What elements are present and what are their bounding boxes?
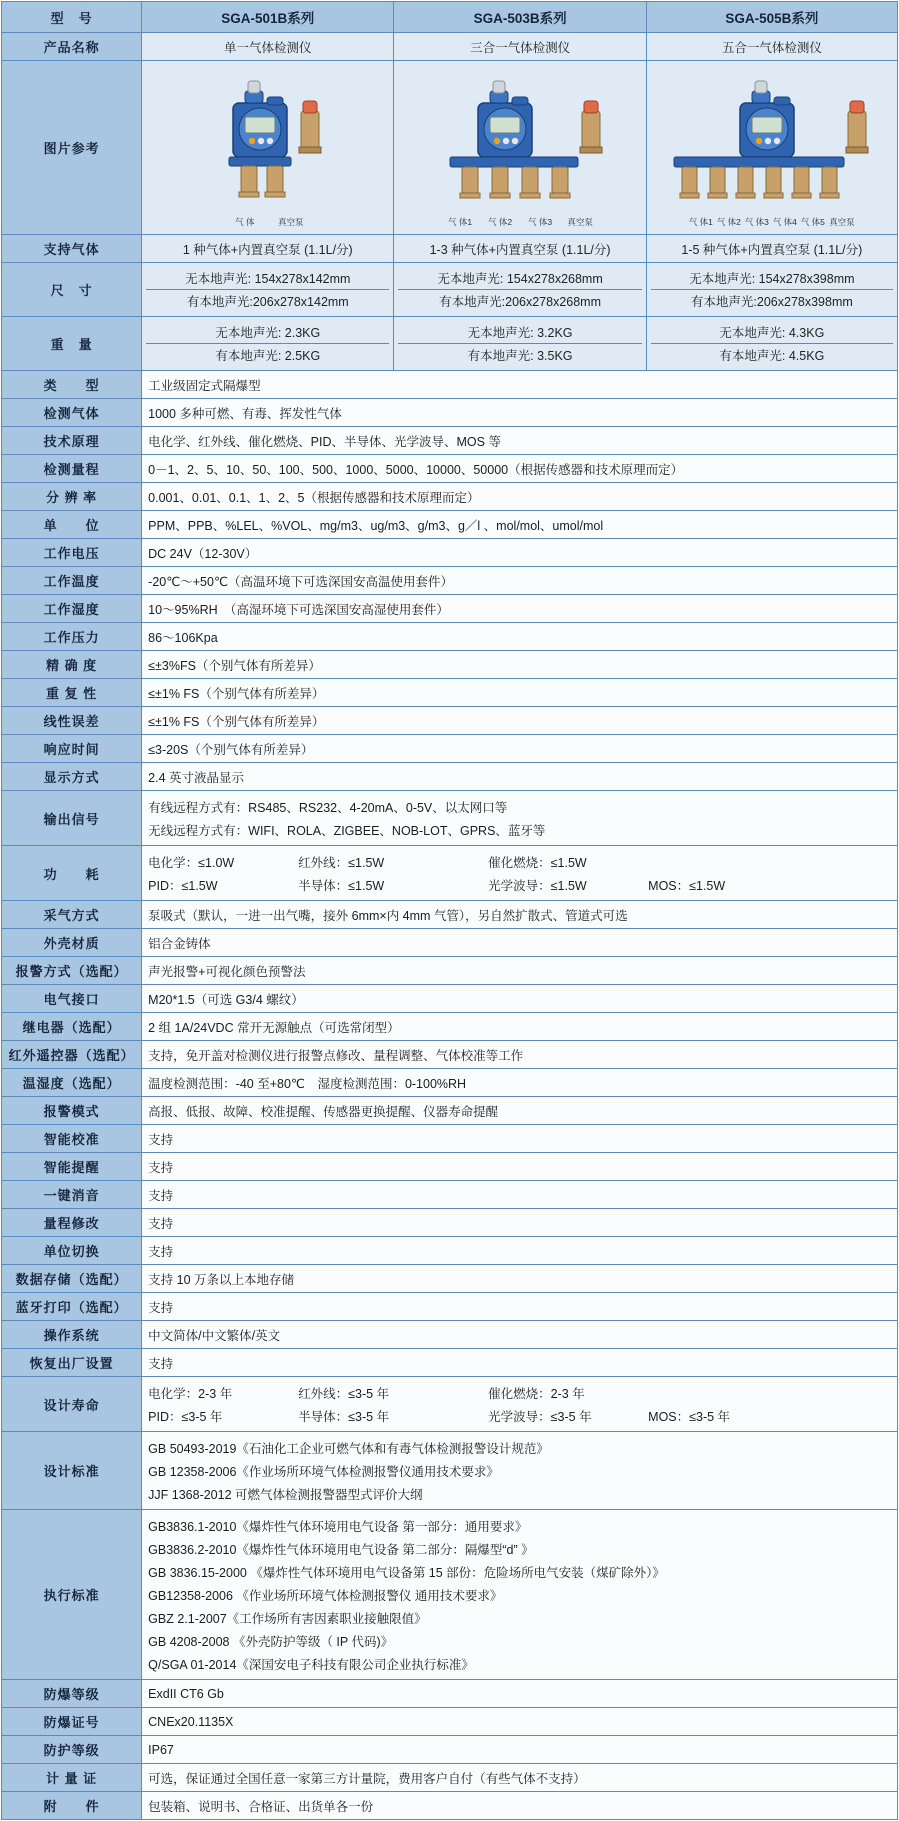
row-label-alarm-mode-option: 报警方式（选配） — [2, 957, 142, 985]
row-value-accessories: 包装箱、说明书、合格证、出货单各一份 — [142, 1792, 898, 1820]
table-row-product-name — [2, 33, 898, 61]
power-key: 半导体： — [298, 878, 349, 893]
size-value: 有本地声光:206x278x398mm — [651, 289, 893, 312]
table-row-smart-reminder — [2, 1153, 898, 1181]
table-row-detect-gas — [2, 399, 898, 427]
table-row-weight — [2, 317, 898, 371]
table-row-work-pressure — [2, 623, 898, 651]
table-row-range — [2, 455, 898, 483]
table-row-relay — [2, 1013, 898, 1041]
exec-standard-line: GB 3836.15-2000 《爆炸性气体环境用电气设备第 15 部份：危险场所电气安装（煤矿除外）》 — [148, 1565, 665, 1580]
weight-3 — [646, 317, 897, 371]
design-life-item — [488, 1404, 648, 1427]
table-row-tech-principle — [2, 427, 898, 455]
device-illustration-single — [193, 67, 343, 228]
design-life-key: 红外线： — [298, 1386, 349, 1401]
power-key: 红外线： — [298, 855, 349, 870]
row-value-design-life — [142, 1377, 898, 1432]
model-1: SGA-501B系列 — [142, 2, 394, 33]
row-value-range-edit: 支持 — [142, 1209, 898, 1237]
row-label-power: 功 耗 — [2, 846, 142, 901]
row-value-linearity: ≤±1% FS（个别气体有所差异） — [142, 707, 898, 735]
table-row-sampling — [2, 901, 898, 929]
port-label: 真空泵 — [567, 217, 593, 227]
power-value: ≤1.0W — [198, 855, 235, 870]
device-illustration-five — [652, 67, 892, 228]
design-life-item — [298, 1381, 488, 1404]
row-label-range: 检测量程 — [2, 455, 142, 483]
port-label: 真空泵 — [278, 217, 304, 227]
power-item — [298, 873, 488, 896]
port-label: 气 体3 — [528, 217, 553, 227]
port-label: 气 体4 — [772, 217, 797, 227]
row-label-accuracy: 精 确 度 — [2, 651, 142, 679]
table-row-power — [2, 846, 898, 901]
row-value-unit-switch: 支持 — [142, 1237, 898, 1265]
design-standard-line: JJF 1368-2012 可燃气体检测报警器型式评价大纲 — [148, 1487, 423, 1502]
device-image-2 — [394, 61, 646, 235]
row-value-ip-rating: IP67 — [142, 1736, 898, 1764]
row-value-work-humidity: 10～95%RH （高湿环境下可选深国安高湿使用套件） — [142, 595, 898, 623]
weight-value: 有本地声光: 2.5KG — [146, 343, 389, 366]
table-row-accessories — [2, 1792, 898, 1820]
row-label-linearity: 线性误差 — [2, 707, 142, 735]
row-label-ex-rating: 防爆等级 — [2, 1680, 142, 1708]
table-row-work-temp — [2, 567, 898, 595]
table-row-electrical-interface — [2, 985, 898, 1013]
row-label-size: 尺 寸 — [2, 263, 142, 317]
table-row-ex-cert-no — [2, 1708, 898, 1736]
table-row-resolution — [2, 483, 898, 511]
design-life-value: ≤3-5 年 — [348, 1386, 390, 1401]
table-row-housing — [2, 929, 898, 957]
row-label-bluetooth-print: 蓝牙打印（选配） — [2, 1293, 142, 1321]
row-value-relay: 2 组 1A/24VDC 常开无源触点（可选常闭型） — [142, 1013, 898, 1041]
table-row-range-edit — [2, 1209, 898, 1237]
device-image-1 — [142, 61, 394, 235]
row-value-tech-principle: 电化学、红外线、催化燃烧、PID、半导体、光学波导、MOS 等 — [142, 427, 898, 455]
row-label-detect-gas: 检测气体 — [2, 399, 142, 427]
row-value-smart-calibration: 支持 — [142, 1125, 898, 1153]
row-value-data-storage: 支持 10 万条以上本地存储 — [142, 1265, 898, 1293]
weight-2 — [394, 317, 646, 371]
support-gas-3: 1-5 种气体+内置真空泵 (1.1L/分) — [646, 235, 897, 263]
power-value: ≤1.5W — [550, 855, 587, 870]
table-row-data-storage — [2, 1265, 898, 1293]
row-label-model: 型 号 — [2, 2, 142, 33]
table-row-design-life — [2, 1377, 898, 1432]
row-label-output-signal: 输出信号 — [2, 791, 142, 846]
table-row-alarm-modes — [2, 1097, 898, 1125]
port-label: 气 体3 — [744, 217, 769, 227]
row-value-bluetooth-print: 支持 — [142, 1293, 898, 1321]
output-signal-line: 有线远程方式有：RS485、RS232、4-20mA、0-5V、以太网口等 — [148, 800, 508, 815]
power-item — [148, 850, 298, 873]
design-life-item — [648, 1404, 730, 1427]
table-row-image-reference — [2, 61, 898, 235]
product-name-3: 五合一气体检测仪 — [646, 33, 897, 61]
design-life-line-1 — [148, 1381, 891, 1404]
size-value: 有本地声光:206x278x268mm — [398, 289, 641, 312]
row-value-response-time: ≤3-20S（个别气体有所差异） — [142, 735, 898, 763]
exec-standard-line: GB3836.1-2010《爆炸性气体环境用电气设备 第一部分：通用要求》 — [148, 1519, 528, 1534]
specification-table — [1, 1, 898, 1820]
table-row-design-standard — [2, 1432, 898, 1510]
port-label: 气 体1 — [448, 217, 473, 227]
size-3 — [646, 263, 897, 317]
row-label-accessories: 附 件 — [2, 1792, 142, 1820]
power-line-2 — [148, 873, 891, 896]
table-row-smart-calibration — [2, 1125, 898, 1153]
row-label-repeatability: 重 复 性 — [2, 679, 142, 707]
row-value-repeatability: ≤±1% FS（个别气体有所差异） — [142, 679, 898, 707]
row-label-unit-switch: 单位切换 — [2, 1237, 142, 1265]
row-label-voltage: 工作电压 — [2, 539, 142, 567]
port-labels-2 — [410, 218, 630, 228]
table-row-metrology-cert — [2, 1764, 898, 1792]
row-value-accuracy: ≤±3%FS（个别气体有所差异） — [142, 651, 898, 679]
design-life-value: 2-3 年 — [550, 1386, 585, 1401]
row-value-os: 中文简体/中文繁体/英文 — [142, 1321, 898, 1349]
power-value: ≤1.5W — [348, 878, 385, 893]
table-row-unit-switch — [2, 1237, 898, 1265]
weight-1 — [142, 317, 394, 371]
table-row-response-time — [2, 735, 898, 763]
size-value: 无本地声光: 154x278x142mm — [185, 272, 351, 286]
power-value: ≤1.5W — [550, 878, 587, 893]
support-gas-2: 1-3 种气体+内置真空泵 (1.1L/分) — [394, 235, 646, 263]
table-row-exec-standard — [2, 1510, 898, 1680]
row-label-display: 显示方式 — [2, 763, 142, 791]
row-value-one-key-mute: 支持 — [142, 1181, 898, 1209]
port-labels-1 — [193, 218, 343, 228]
row-value-work-pressure: 86～106Kpa — [142, 623, 898, 651]
table-row-type — [2, 371, 898, 399]
model-3: SGA-505B系列 — [646, 2, 897, 33]
exec-standard-line: GBZ 2.1-2007《工作场所有害因素职业接触限值》 — [148, 1611, 427, 1626]
row-value-work-temp: -20℃～+50℃（高温环境下可选深国安高温使用套件） — [142, 567, 898, 595]
table-row-model — [2, 2, 898, 33]
exec-standard-line: GB 4208-2008 《外壳防护等级（ IP 代码)》 — [148, 1634, 394, 1649]
port-labels-3 — [652, 218, 892, 228]
row-label-work-pressure: 工作压力 — [2, 623, 142, 651]
design-life-value: ≤3-5 年 — [550, 1409, 592, 1424]
row-value-factory-reset: 支持 — [142, 1349, 898, 1377]
design-life-key: PID： — [148, 1409, 182, 1424]
row-value-output-signal — [142, 791, 898, 846]
table-row-accuracy — [2, 651, 898, 679]
row-label-type: 类 型 — [2, 371, 142, 399]
table-row-voltage — [2, 539, 898, 567]
table-row-os — [2, 1321, 898, 1349]
spec-sheet — [0, 1, 899, 1820]
power-key: 电化学： — [148, 855, 199, 870]
size-value: 有本地声光:206x278x142mm — [146, 289, 389, 312]
row-value-sampling: 泵吸式（默认，一进一出气嘴，接外 6mm×内 4mm 气管），另自然扩散式、管道式可选 — [142, 901, 898, 929]
table-row-support-gas — [2, 235, 898, 263]
design-life-value: ≤3-5 年 — [181, 1409, 223, 1424]
design-life-item — [488, 1381, 585, 1404]
row-label-design-standard: 设计标准 — [2, 1432, 142, 1510]
row-label-weight: 重 量 — [2, 317, 142, 371]
row-value-detect-gas: 1000 多种可燃、有毒、挥发性气体 — [142, 399, 898, 427]
row-label-resolution: 分 辨 率 — [2, 483, 142, 511]
row-value-voltage: DC 24V（12-30V） — [142, 539, 898, 567]
row-value-temp-humidity: 温度检测范围：-40 至+80℃ 湿度检测范围：0-100%RH — [142, 1069, 898, 1097]
design-life-item — [298, 1404, 488, 1427]
row-label-response-time: 响应时间 — [2, 735, 142, 763]
row-label-smart-calibration: 智能校准 — [2, 1125, 142, 1153]
product-name-1: 单一气体检测仪 — [142, 33, 394, 61]
design-life-key: 催化燃烧： — [488, 1386, 551, 1401]
row-label-support-gas: 支持气体 — [2, 235, 142, 263]
size-2 — [394, 263, 646, 317]
device-image-3 — [646, 61, 897, 235]
port-label: 气 体 — [235, 217, 255, 227]
exec-standard-line: GB12358-2006 《作业场所环境气体检测报警仪 通用技术要求》 — [148, 1588, 503, 1603]
output-signal-line: 无线远程方式有：WIFI、ROLA、ZIGBEE、NOB-LOT、GPRS、蓝牙等 — [148, 823, 546, 838]
power-item — [648, 873, 725, 896]
row-value-smart-reminder: 支持 — [142, 1153, 898, 1181]
design-life-key: 半导体： — [298, 1409, 349, 1424]
table-row-ex-rating — [2, 1680, 898, 1708]
row-label-product-name: 产品名称 — [2, 33, 142, 61]
row-label-ex-cert-no: 防爆证号 — [2, 1708, 142, 1736]
port-label: 气 体1 — [688, 217, 713, 227]
exec-standard-line: GB3836.2-2010《爆炸性气体环境用电气设备 第二部分：隔爆型“d” 》 — [148, 1542, 534, 1557]
size-value: 无本地声光: 154x278x398mm — [689, 272, 855, 286]
table-row-size — [2, 263, 898, 317]
power-key: 催化燃烧： — [488, 855, 551, 870]
table-row-temp-humidity — [2, 1069, 898, 1097]
row-label-exec-standard: 执行标准 — [2, 1510, 142, 1680]
exec-standard-line: Q/SGA 01-2014《深国安电子科技有限公司企业执行标准》 — [148, 1657, 474, 1672]
row-label-unit: 单 位 — [2, 511, 142, 539]
table-row-output-signal — [2, 791, 898, 846]
design-life-item — [148, 1381, 298, 1404]
design-life-item — [148, 1404, 298, 1427]
weight-value: 无本地声光: 3.2KG — [467, 326, 573, 340]
power-item — [148, 873, 298, 896]
design-life-line-2 — [148, 1404, 891, 1427]
row-value-electrical-interface: M20*1.5（可选 G3/4 螺纹） — [142, 985, 898, 1013]
row-label-smart-reminder: 智能提醒 — [2, 1153, 142, 1181]
row-value-design-standard — [142, 1432, 898, 1510]
row-value-resolution: 0.001、0.01、0.1、1、2、5（根据传感器和技术原理而定） — [142, 483, 898, 511]
row-label-tech-principle: 技术原理 — [2, 427, 142, 455]
power-value: ≤1.5W — [181, 878, 218, 893]
model-2: SGA-503B系列 — [394, 2, 646, 33]
table-row-ip-rating — [2, 1736, 898, 1764]
power-item — [298, 850, 488, 873]
row-value-ex-rating: ExdII CT6 Gb — [142, 1680, 898, 1708]
row-label-image-reference: 图片参考 — [2, 61, 142, 235]
design-standard-line: GB 50493-2019《石油化工企业可燃气体和有毒气体检测报警设计规范》 — [148, 1441, 549, 1456]
support-gas-1: 1 种气体+内置真空泵 (1.1L/分) — [142, 235, 394, 263]
row-value-alarm-mode-option: 声光报警+可视化颜色预警法 — [142, 957, 898, 985]
row-label-ip-rating: 防护等级 — [2, 1736, 142, 1764]
power-key: MOS： — [648, 878, 690, 893]
design-life-key: 电化学： — [148, 1386, 199, 1401]
row-value-ir-remote: 支持，免开盖对检测仪进行报警点修改、量程调整、气体校准等工作 — [142, 1041, 898, 1069]
row-label-work-humidity: 工作湿度 — [2, 595, 142, 623]
table-row-work-humidity — [2, 595, 898, 623]
power-item — [488, 873, 648, 896]
table-row-unit — [2, 511, 898, 539]
port-label: 气 体2 — [488, 217, 513, 227]
row-value-alarm-modes: 高报、低报、故障、校准提醒、传感器更换提醒、仪器寿命提醒 — [142, 1097, 898, 1125]
row-label-sampling: 采气方式 — [2, 901, 142, 929]
row-value-housing: 铝合金铸体 — [142, 929, 898, 957]
port-label: 真空泵 — [829, 217, 855, 227]
row-label-data-storage: 数据存储（选配） — [2, 1265, 142, 1293]
row-value-range: 0－1、2、5、10、50、100、500、1000、5000、10000、50000（根据传感器和技术原理而定） — [142, 455, 898, 483]
table-row-repeatability — [2, 679, 898, 707]
weight-value: 有本地声光: 4.5KG — [651, 343, 893, 366]
row-label-temp-humidity: 温湿度（选配） — [2, 1069, 142, 1097]
device-illustration-triple — [410, 67, 630, 228]
row-label-one-key-mute: 一键消音 — [2, 1181, 142, 1209]
row-label-design-life: 设计寿命 — [2, 1377, 142, 1432]
row-label-work-temp: 工作温度 — [2, 567, 142, 595]
row-label-relay: 继电器（选配） — [2, 1013, 142, 1041]
row-label-factory-reset: 恢复出厂设置 — [2, 1349, 142, 1377]
port-label: 气 体5 — [800, 217, 825, 227]
row-value-metrology-cert: 可选，保证通过全国任意一家第三方计量院，费用客户自付（有些气体不支持） — [142, 1764, 898, 1792]
row-label-metrology-cert: 计 量 证 — [2, 1764, 142, 1792]
table-row-ir-remote — [2, 1041, 898, 1069]
row-value-unit: PPM、PPB、%LEL、%VOL、mg/m3、ug/m3、g/m3、g／l 、mol/mol、umol/mol — [142, 511, 898, 539]
row-label-ir-remote: 红外遥控器（选配） — [2, 1041, 142, 1069]
row-label-electrical-interface: 电气接口 — [2, 985, 142, 1013]
design-life-value: 2-3 年 — [198, 1386, 233, 1401]
product-name-2: 三合一气体检测仪 — [394, 33, 646, 61]
table-row-factory-reset — [2, 1349, 898, 1377]
weight-value: 有本地声光: 3.5KG — [398, 343, 641, 366]
design-life-key: MOS： — [648, 1409, 690, 1424]
table-row-linearity — [2, 707, 898, 735]
table-row-alarm-mode-option — [2, 957, 898, 985]
row-value-power — [142, 846, 898, 901]
row-value-exec-standard — [142, 1510, 898, 1680]
row-label-alarm-modes: 报警模式 — [2, 1097, 142, 1125]
row-value-type: 工业级固定式隔爆型 — [142, 371, 898, 399]
table-row-one-key-mute — [2, 1181, 898, 1209]
row-value-display: 2.4 英寸液晶显示 — [142, 763, 898, 791]
row-value-ex-cert-no: CNEx20.1135X — [142, 1708, 898, 1736]
weight-value: 无本地声光: 4.3KG — [719, 326, 825, 340]
size-1 — [142, 263, 394, 317]
size-value: 无本地声光: 154x278x268mm — [437, 272, 603, 286]
power-value: ≤1.5W — [689, 878, 726, 893]
row-label-range-edit: 量程修改 — [2, 1209, 142, 1237]
design-life-value: ≤3-5 年 — [348, 1409, 390, 1424]
design-standard-line: GB 12358-2006《作业场所环境气体检测报警仪通用技术要求》 — [148, 1464, 499, 1479]
table-row-bluetooth-print — [2, 1293, 898, 1321]
row-label-housing: 外壳材质 — [2, 929, 142, 957]
power-value: ≤1.5W — [348, 855, 385, 870]
table-row-display — [2, 763, 898, 791]
power-line-1 — [148, 850, 891, 873]
power-key: PID： — [148, 878, 182, 893]
weight-value: 无本地声光: 2.3KG — [215, 326, 321, 340]
power-key: 光学波导： — [488, 878, 551, 893]
port-label: 气 体2 — [716, 217, 741, 227]
design-life-key: 光学波导： — [488, 1409, 551, 1424]
power-item — [488, 850, 587, 873]
row-label-os: 操作系统 — [2, 1321, 142, 1349]
design-life-value: ≤3-5 年 — [689, 1409, 731, 1424]
